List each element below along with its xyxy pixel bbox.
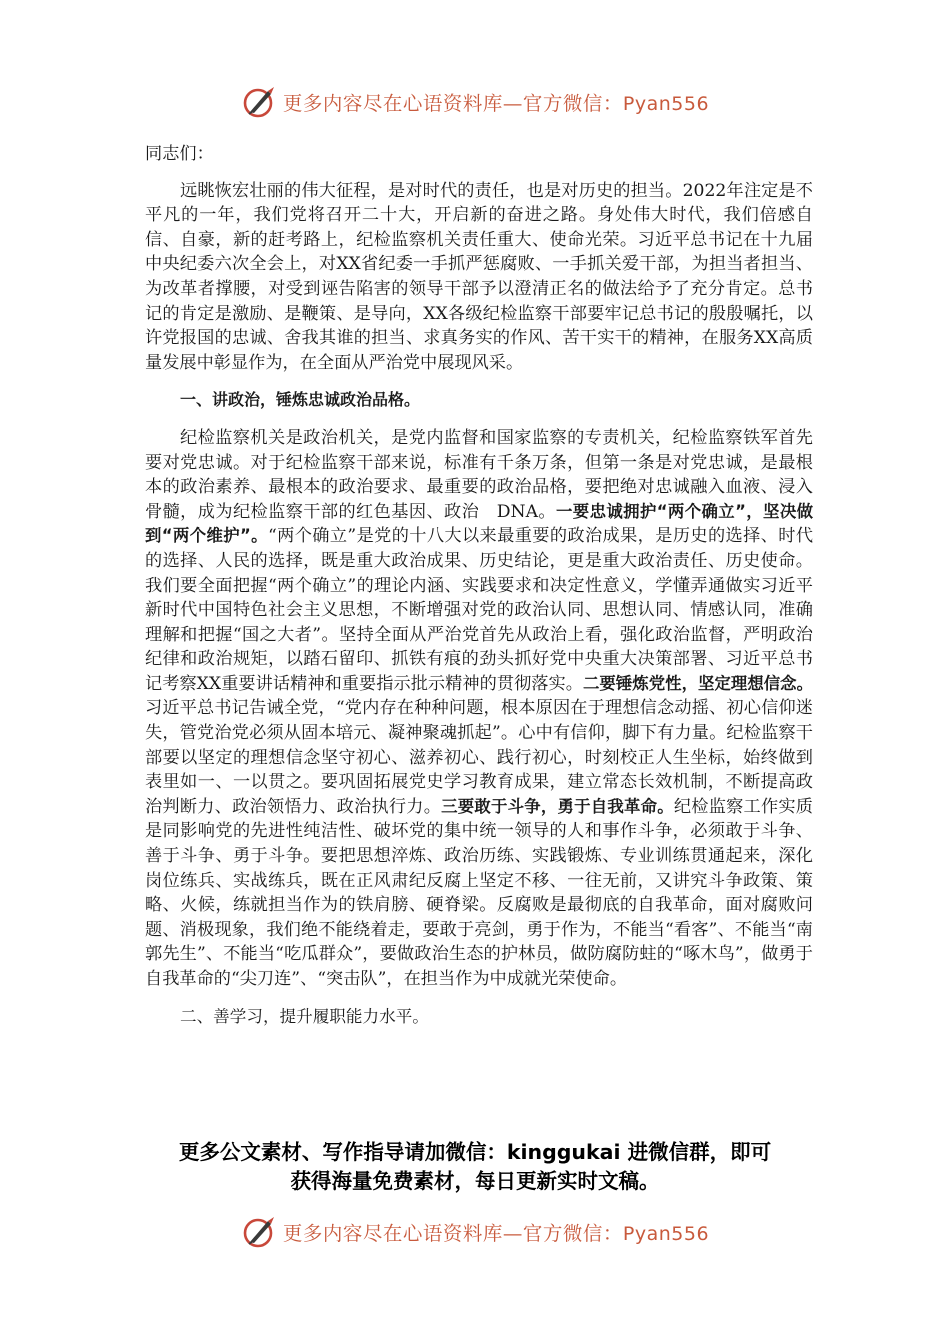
point-1-title: 一要忠诚拥护“两个确立”，坚决做到“两个维护”。 bbox=[145, 501, 814, 546]
footer-banner-label: 更多内容尽在心语资料库—官方微信： bbox=[282, 1222, 623, 1245]
document-body bbox=[145, 142, 813, 1029]
point-2-title: 二要锤炼党性，坚定理想信念。 bbox=[583, 673, 813, 693]
footer-banner bbox=[0, 1212, 950, 1252]
quill-pen-logo-icon bbox=[241, 1214, 277, 1250]
footer-wechat-id: Pyan556 bbox=[622, 1223, 710, 1245]
point-3-title: 三要敢于斗争，勇于自我革命。 bbox=[441, 796, 674, 816]
header-banner bbox=[0, 82, 950, 122]
header-banner-label: 更多内容尽在心语资料库—官方微信： bbox=[282, 92, 623, 115]
header-wechat-id: Pyan556 bbox=[622, 93, 710, 115]
point-3-text: 纪检监察工作实质是同影响党的先进性纯洁性、破坏党的集中统一领导的人和事作斗争，必须敢于斗争、善于斗争、勇于斗争。要把思想淬炼、政治历练、实践锻炼、专业训练贯通起来，深化岗位练兵、实战练兵，既在正风肃纪反腐上坚定不移、一往无前，又讲究斗争政策、策略、火候，练就担当作为的铁肩膀、硬脊梁。反腐败是最彻底的自我革命，面对腐败问题、消极现象，我们绝不能绕着走，要敢于亮剑，勇于作为，不能当“看客”、不能当“南郭先生”、不能当“吃瓜群众”，要做政治生态的护林员，做防腐防蛀的“啄木鸟”，做勇于自我革命的“尖刀连”、“突击队”，在担当作为中成就光荣使命。 bbox=[145, 796, 813, 989]
section-1-paragraph bbox=[145, 426, 813, 992]
section-1-intro-text: 纪检监察机关是政治机关，是党内监督和国家监察的专责机关，纪检监察铁军首先要对党忠诚。对于纪检监察干部来说，标准有千条万条，但第一条是对党忠诚，是最根本的政治素养、最根本的政治要求、最重要的政治品格，要把绝对忠诚融入血液、浸入骨髓，成为纪检监察干部的红色基因、政治 DNA。 bbox=[145, 427, 813, 522]
quill-pen-logo-icon bbox=[241, 84, 277, 120]
section-2-heading: 二、善学习，提升履职能力水平。 bbox=[180, 1006, 429, 1026]
point-1-text: “两个确立”是党的十八大以来最重要的政治成果，是历史的选择、时代的选择、人民的选择，既是重大政治成果、历史结论，更是重大政治责任、历史使命。我们要全面把握“两个确立”的理论内涵、实践要求和决定性意义，学懂弄通做实习近平新时代中国特色社会主义思想，不断增强对党的政治认同、思想认同、情感认同，准确理解和把握“国之大者”。坚持全面从严治党首先从政治上看，强化政治监督，严明政治纪律和政治规矩，以踏石留印、抓铁有痕的劲头抓好党中央重大决策部署、习近平总书记考察XX重要讲话精神和重要指示批示精神的贯彻落实。 bbox=[145, 526, 814, 694]
footer-banner-text bbox=[283, 1218, 709, 1246]
promo-line-2: 获得海量免费素材，每日更新实时文稿。 bbox=[290, 1169, 660, 1193]
intro-paragraph: 远眺恢宏壮丽的伟大征程，是对时代的责任，也是对历史的担当。2022年注定是不平凡的一年，我们党将召开二十大，开启新的奋进之路。身处伟大时代，我们倍感自信、自豪，新的赶考路上，纪检监察机关责任重大、使命光荣。习近平总书记在十九届中央纪委六次全会上，对XX省纪委一手抓严惩腐败、一手抓关爱干部，为担当者担当、为改革者撑腰，对受到诬告陷害的领导干部予以澄清正名的做法给予了充分肯定。总书记的肯定是激励、是鞭策、是导向，XX各级纪检监察干部要牢记总书记的殷殷嘱托，以许党报国的忠诚、舍我其谁的担当、求真务实的作风、苦干实干的精神，在服务XX高质量发展中彰显作为，在全面从严治党中展现风采。 bbox=[145, 180, 813, 373]
section-1-heading: 一、讲政治，锤炼忠诚政治品格。 bbox=[180, 390, 421, 410]
promo-notice bbox=[120, 1138, 830, 1196]
promo-line-1: 更多公文素材、写作指导请加微信：kinggukai 进微信群，即可 bbox=[178, 1140, 772, 1164]
header-banner-text bbox=[283, 88, 709, 116]
point-2-text: 习近平总书记告诫全党，“党内存在种种问题，根本原因在于理想信念动摇、初心信仰迷失，管党治党必须从固本培元、凝神聚魂抓起”。心中有信仰，脚下有力量。纪检监察干部要以坚定的理想信念坚守初心、滋养初心、践行初心，时刻校正人生坐标，始终做到表里如一、一以贯之。要巩固拓展党史学习教育成果，建立常态长效机制，不断提高政治判断力、政治领悟力、政治执行力。 bbox=[145, 698, 813, 817]
salutation: 同志们： bbox=[145, 144, 214, 164]
